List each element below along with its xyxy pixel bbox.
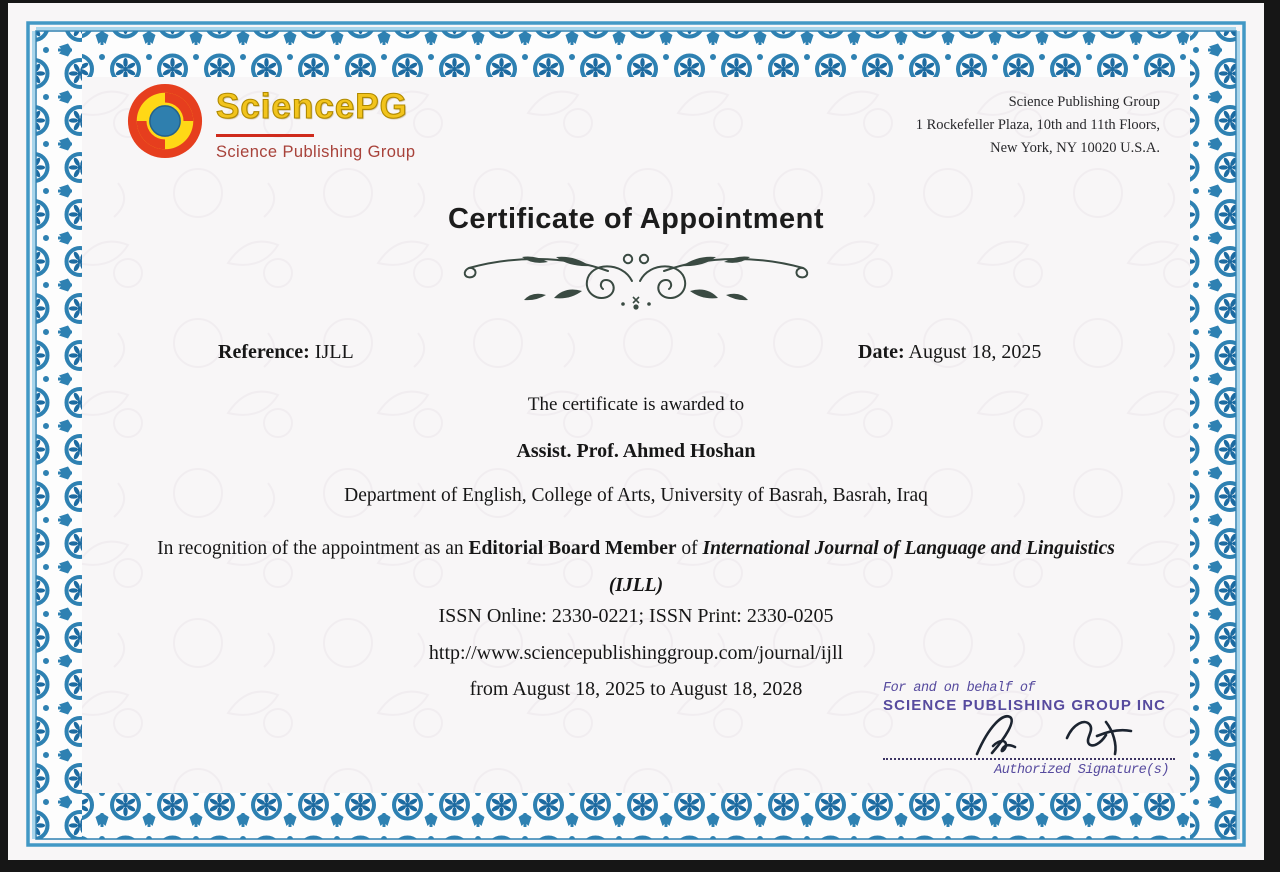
- reference-row: [218, 341, 354, 364]
- address-line-1: Science Publishing Group: [1008, 94, 1160, 110]
- certificate-title: Certificate of Appointment: [447, 203, 825, 235]
- logo-text-block: [216, 87, 415, 162]
- recipient-name: Assist. Prof. Ahmed Hoshan: [516, 440, 756, 462]
- sciencepg-logo-icon: [126, 82, 204, 160]
- reference-value: IJLL: [314, 341, 354, 363]
- appointed-role: Editorial Board Member: [468, 538, 677, 559]
- company-stamp: SCIENCE PUBLISHING GROUP INC: [883, 697, 1167, 714]
- flourish-ornament: [8, 249, 1264, 320]
- recognition-statement: [141, 530, 1131, 604]
- reference-label: Reference:: [218, 341, 310, 363]
- brand-name: SciencePG: [216, 87, 408, 126]
- signature-line: [883, 758, 1175, 760]
- recipient-affiliation: Department of English, College of Arts, University of Basrah, Basrah, Iraq: [344, 485, 928, 506]
- recognition-connector: of: [676, 538, 703, 559]
- publisher-address: [916, 91, 1160, 160]
- handwritten-signature: [971, 710, 1161, 758]
- date-label: Date:: [858, 341, 905, 363]
- authorized-signature-caption: Authorized Signature(s): [994, 763, 1169, 778]
- journal-url: http://www.sciencepublishinggroup.com/journal/ijll: [428, 642, 844, 664]
- appointment-term: from August 18, 2025 to August 18, 2028: [469, 678, 803, 700]
- address-line-3: New York, NY 10020 U.S.A.: [990, 140, 1160, 156]
- brand-rule: [216, 134, 314, 137]
- issn-line: ISSN Online: 2330-0221; ISSN Print: 2330-0205: [438, 605, 834, 627]
- journal-name: International Journal of Language and Linguistics (IJLL): [608, 538, 1115, 596]
- brand-tagline: Science Publishing Group: [216, 143, 416, 161]
- on-behalf-text: For and on behalf of: [883, 681, 1036, 696]
- award-intro: The certificate is awarded to: [527, 394, 745, 415]
- signature-block: [883, 681, 1175, 778]
- date-value: August 18, 2025: [908, 341, 1042, 363]
- certificate: [8, 3, 1264, 860]
- address-line-2: 1 Rockefeller Plaza, 10th and 11th Floors,: [915, 117, 1160, 133]
- recognition-prefix: In recognition of the appointment as an: [157, 538, 469, 559]
- date-row: [858, 341, 1041, 364]
